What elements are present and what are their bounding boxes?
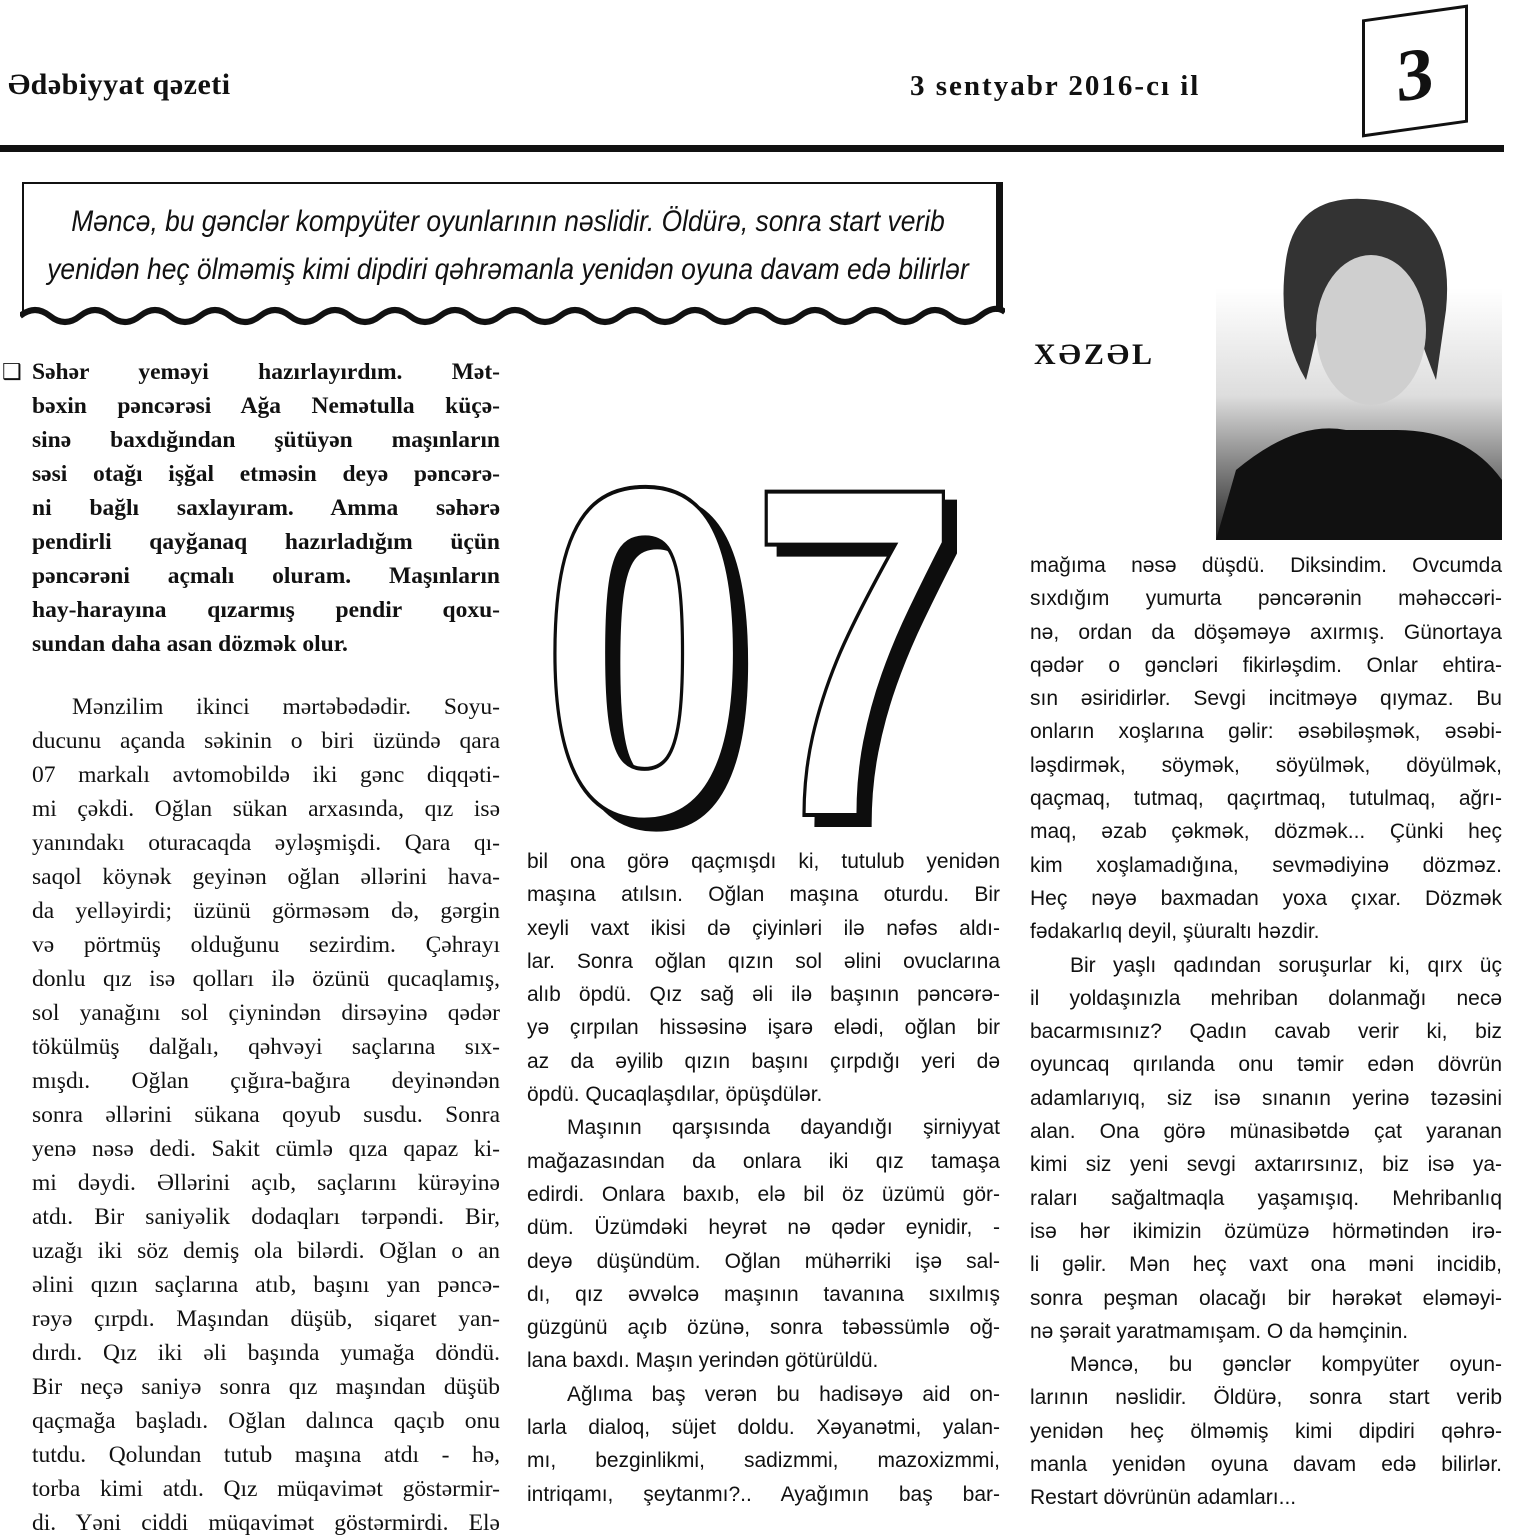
title-graphic — [540, 420, 990, 840]
text-line: dırdı. Qız iki əli başında yumağa döndü. — [32, 1340, 500, 1366]
paragraph-marker-icon: ❑ — [2, 359, 22, 384]
pull-quote-line: yenidən heç ölməmiş kimi dipdiri qəhrəmanla yenidən oyuna davam edə bilirlər — [47, 253, 969, 286]
text-line: nə şərait yaratmamışam. O da həmçinin. — [1030, 1319, 1409, 1343]
text-line: manla yenidən oyuna davam edə bilirlər. — [1030, 1453, 1502, 1477]
text-line: qaçmağa başladı. Oğlan dalınca qaçıb onu — [32, 1408, 500, 1434]
text-line: sol yanağını sol çiynindən dirsəyinə qədər — [32, 1000, 500, 1026]
text-line: kimi siz yeni sevgi axtarırsınız, biz isə ya- — [1030, 1153, 1502, 1177]
text-line: sundan daha asan dözmək olur. — [32, 631, 348, 657]
text-line: qaçmaq, tutmaq, qaçırtmaq, tutulmaq, ağrı- — [1030, 787, 1502, 811]
text-line: az da əyilib qızın başını çırpdığı yeri də — [527, 1049, 1000, 1073]
text-line: mi çəkdi. Oğlan sükan arxasında, qız isə — [32, 796, 500, 822]
text-line: öpdü. Qucaqlaşdılar, öpüşdülər. — [527, 1083, 823, 1107]
text-line: Mənzilim ikinci mərtəbədədir. Soyu- — [72, 694, 500, 720]
text-line: Ağlıma baş verən bu hadisəyə aid on- — [567, 1382, 1000, 1406]
text-line: nə, ordan da döşəməyə axırmış. Günortaya — [1030, 620, 1502, 644]
text-line: mışdı. Oğlan çığıra-bağıra deyinəndən — [32, 1068, 500, 1094]
text-line: maq, əzab çəkmək, dözmək... Çünki heç — [1030, 820, 1502, 844]
text-line: 07 markalı avtomobildə iki gənc diqqəti- — [32, 762, 500, 788]
text-line: ləşdirmək, söymək, söyülmək, döyülmək, — [1030, 753, 1502, 777]
text-line: Maşının qarşısında dayandığı şirniyyat — [567, 1116, 1000, 1140]
text-line: və pörtmüş olduğunu sezirdim. Çəhrayı — [32, 932, 500, 958]
title-text: 07 — [540, 420, 960, 840]
column-2 — [527, 845, 1000, 1511]
text-line: bil ona görə qaçmışdı ki, tutulub yenidən — [527, 850, 1000, 873]
text-line: Bir neçə saniyə sonra qız maşından düşüb — [32, 1374, 500, 1400]
text-line: pəncərəni açmalı oluram. Maşınların — [32, 563, 500, 589]
text-line: maşına atılsın. Oğlan maşına oturdu. Bir — [527, 883, 1000, 907]
text-line: sonra peşman olacağı bir hərəkət eləməyi- — [1030, 1286, 1502, 1310]
text-line: xeyli vaxt ikisi də çiyinləri ilə nəfəs aldı- — [527, 916, 1000, 940]
text-line: lana baxdı. Maşın yerindən götürüldü. — [527, 1349, 879, 1373]
text-line: yə çırpılan hissəsinə işarə elədi, oğlan bir — [527, 1016, 1000, 1040]
text-line: mi dəydi. Əllərini açıb, saçlarını kürəyinə — [32, 1170, 500, 1196]
text-line: raları sağaltmaqla yaşamışıq. Mehribanlıq — [1030, 1186, 1502, 1210]
text-line: yanındakı oturacaqda əyləşmişdi. Qara qı- — [32, 830, 500, 856]
text-line: deyə düşündüm. Oğlan mühərriki işə sal- — [527, 1249, 1000, 1273]
text-line: donlu qız isə qolları ilə özünü qucaqlamış, — [32, 966, 500, 992]
text-line: Heç nəyə baxmadan yoxa çıxar. Dözmək — [1030, 886, 1502, 910]
text-line: sın əsiridirlər. Sevgi incitməyə qıymaz. Bu — [1030, 687, 1502, 711]
text-line: dı, qız əvvəlcə maşının tavanına sıxılmış — [527, 1282, 1000, 1306]
text-line: lar. Sonra oğlan qızın sol əlini ovuclarına — [527, 949, 1000, 973]
portrait-image — [1216, 180, 1502, 540]
text-line: uzağı iki söz demiş ola bilərdi. Oğlan o an — [32, 1238, 500, 1264]
text-line: Restart dövrünün adamları... — [1030, 1486, 1297, 1510]
text-line: saqol köynək geyinən oğlan əllərini hava- — [32, 864, 500, 890]
wavy-border — [20, 302, 1005, 326]
text-line: adamlarıyıq, siz isə sınanın yerinə təzəsini — [1030, 1086, 1502, 1110]
text-line: larının nəslidir. Öldürə, sonra start verib — [1030, 1386, 1502, 1410]
text-line: alıb öpdü. Qız sağ əli ilə başının pəncərə- — [527, 983, 1000, 1007]
text-line: tökülmüş dalğalı, qəhvəyi saçlarına sıx- — [32, 1034, 500, 1060]
text-line: di. Yəni ciddi müqavimət göstərmirdi. Elə — [32, 1510, 500, 1536]
text-line: sıxdığım yumurta pəncərənin məhəccəri- — [1030, 587, 1502, 611]
text-line: atdı. Bir saniyəlik dodaqları tərpəndi. Bir, — [32, 1204, 500, 1230]
text-line: Məncə, bu gənclər kompyüter oyun- — [1070, 1353, 1502, 1377]
text-line: yenidən heç ölməmiş kimi dipdiri qəhrə- — [1030, 1419, 1502, 1443]
lead-paragraph — [2, 355, 500, 661]
text-line: bəxin pəncərəsi Ağa Nemətulla küçə- — [32, 393, 500, 419]
text-line: oyuncaq qırılanda onu təmir edən dövrün — [1030, 1053, 1502, 1077]
text-line: edirdi. Onlara baxıb, elə bil öz üzümü gör- — [527, 1182, 1000, 1206]
author-name: XƏZƏL — [1034, 338, 1156, 371]
text-line: ni bağlı saxlayıram. Amma səhərə — [32, 495, 500, 521]
text-line: səsi otağı işğal etməsin deyə pəncərə- — [32, 461, 500, 487]
author-photo — [1216, 180, 1502, 540]
text-line: sinə baxdığından şütüyən maşınların — [32, 427, 500, 453]
header-rule — [0, 145, 1504, 152]
text-line: da yelləyirdi; üzünü görməsəm də, gərgin — [32, 898, 500, 924]
text-line: il yoldaşınızla mehriban dolanmağı necə — [1030, 986, 1502, 1010]
text-line: mağıma nəsə düşdü. Diksindim. Ovcumda — [1030, 554, 1502, 577]
text-line: larla dialoq, süjet doldu. Xəyanətmi, yalan- — [527, 1416, 1000, 1440]
text-line: intriqamı, şeytanmı?.. Ayağımın baş bar- — [527, 1482, 1000, 1506]
text-line: pendirli qayğanaq hazırladığım üçün — [32, 529, 500, 555]
text-line: qədər o gəncləri fikirləşdim. Onlar ehtira- — [1030, 653, 1502, 677]
issue-date: 3 sentyabr 2016-cı il — [910, 70, 1201, 102]
text-line: ducunu açanda səkinin o biri üzündə qara — [32, 728, 500, 754]
page-number: 3 — [1362, 5, 1468, 138]
text-line: sonra əllərini sükana qoyub susdu. Sonra — [32, 1102, 500, 1128]
text-line: li gəlir. Mən heç vaxt ona məni incidib, — [1030, 1253, 1502, 1277]
text-line: kim xoşlamadığına, sevmədiyinə dözməz. — [1030, 853, 1502, 877]
text-line: Bir yaşlı qadından soruşurlar ki, qırx üç — [1070, 953, 1502, 977]
text-line: Səhər yeməyi hazırlayırdım. Mət- — [32, 359, 500, 385]
text-line: güzgünü açıb özünə, sonra təbəssümlə oğ- — [527, 1316, 1000, 1340]
pull-quote-line: Məncə, bu gənclər kompyüter oyunlarının nəslidir. Öldürə, sonra start verib — [71, 205, 945, 238]
text-line: onların xoşlarına gəlir: əsəbiləşmək, əsəbi- — [1030, 720, 1502, 744]
text-line: mağazasından da onlara iki qız tamaşa — [527, 1149, 1000, 1173]
text-line: rəyə çırpdı. Maşından düşüb, siqaret yan- — [32, 1306, 500, 1332]
text-line: əlini qızın saçlarına atıb, başını yan pəncə- — [32, 1272, 500, 1298]
text-line: bacarmısınız? Qadın cavab verir ki, biz — [1030, 1020, 1502, 1044]
text-line: tutdu. Qolundan tutub maşına atdı - hə, — [32, 1442, 500, 1468]
text-line: isə hər ikimizin özümüzə hörmətindən irə- — [1030, 1219, 1502, 1243]
column-3 — [1030, 549, 1502, 1515]
text-line: mı, bezginlikmi, sadizmmi, mazoxizmmi, — [527, 1449, 1000, 1473]
text-line: düm. Üzümdəki heyrət nə qədər eynidir, - — [527, 1216, 1000, 1240]
text-line: yenə nəsə dedi. Sakit cümlə qıza qapaz ki- — [32, 1136, 500, 1162]
column-1 — [32, 690, 500, 1540]
masthead: Ədəbiyyat qəzeti — [8, 68, 231, 101]
text-line: alan. Ona görə münasibətdə çat yaranan — [1030, 1120, 1502, 1144]
text-line: fədakarlıq deyil, şüuraltı həzdir. — [1030, 920, 1320, 944]
text-line: hay-harayına qızarmış pendir qoxu- — [32, 597, 500, 623]
pull-quote-box — [22, 182, 998, 312]
text-line: torba kimi atdı. Qız müqavimət göstərmir- — [32, 1476, 500, 1502]
